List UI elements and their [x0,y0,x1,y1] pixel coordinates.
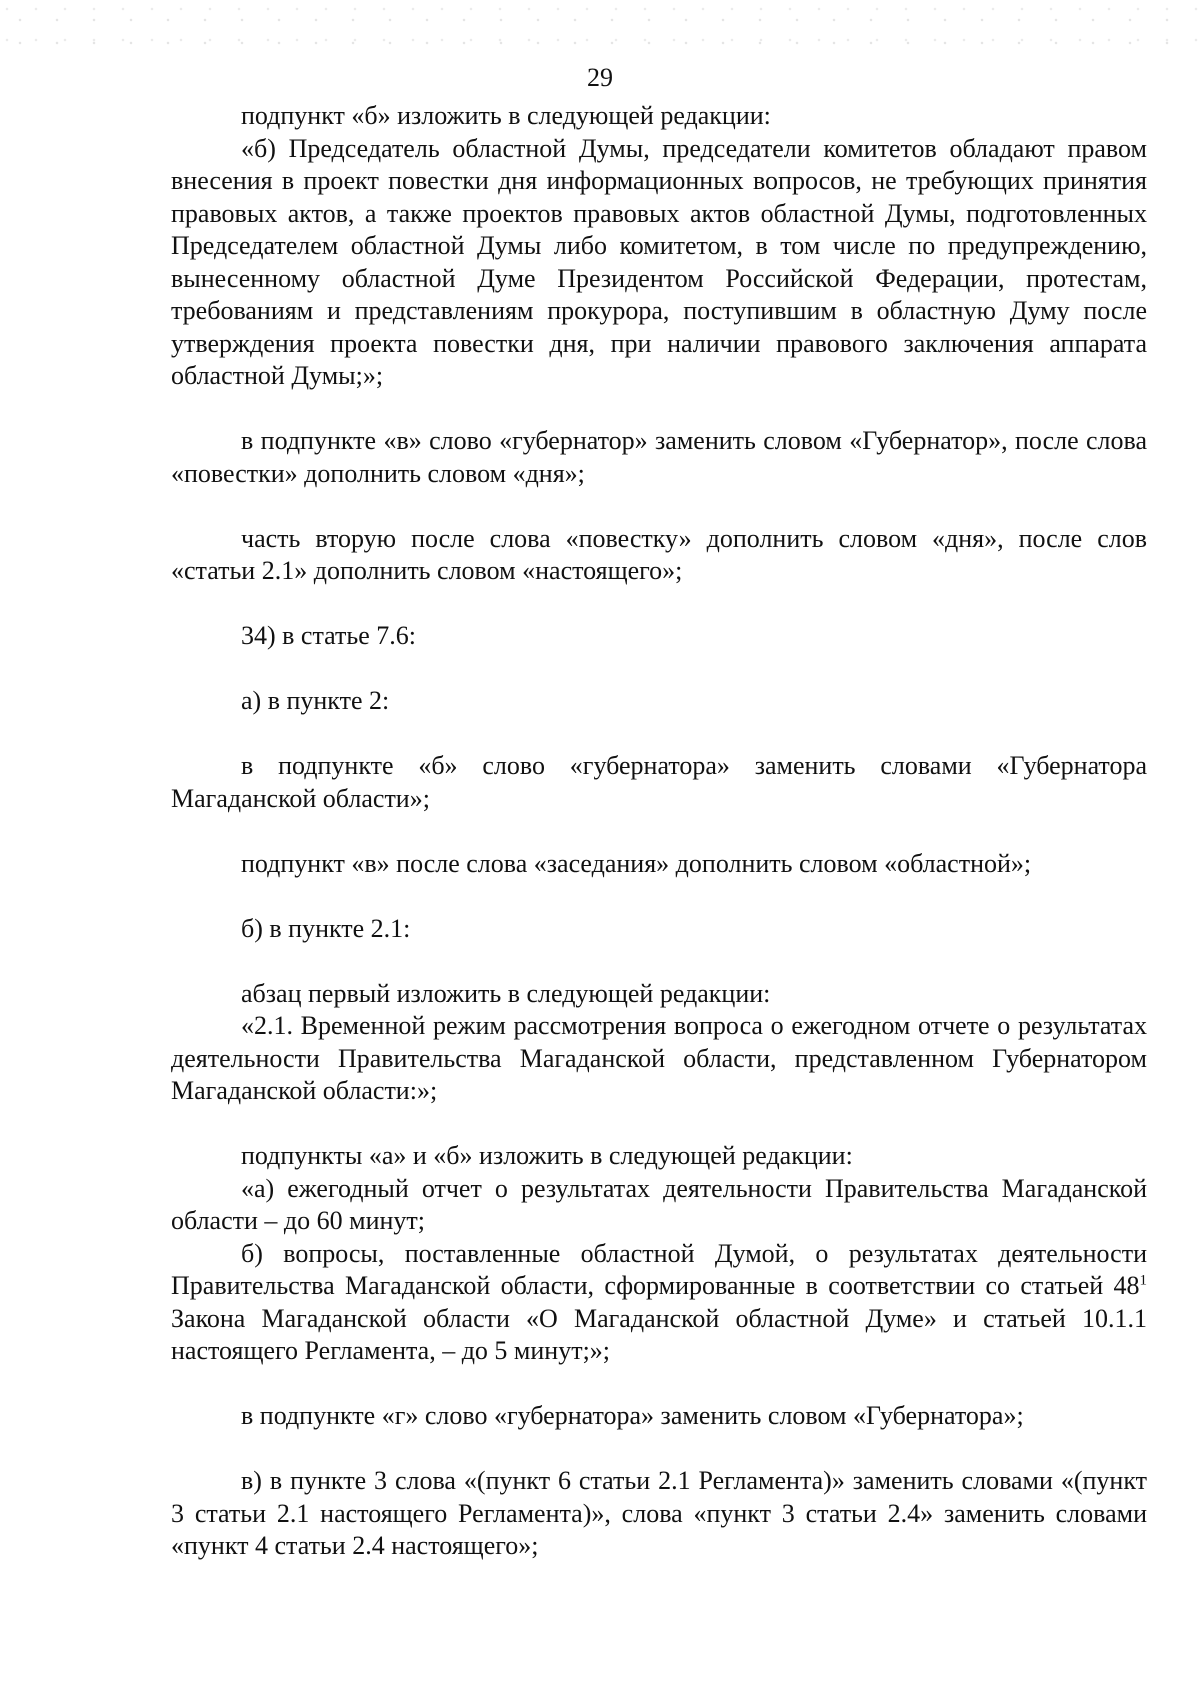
paragraph-10: абзац первый изложить в следующей редакции: [241,978,771,1008]
paragraph-12: подпункты «а» и «б» изложить в следующей редакции: [241,1141,853,1170]
paragraph-6: а) в пункте 2: [241,686,390,715]
paragraph-3: в подпункте «в» слово «губернатор» заменить словом «Губернатор», после слова «повестки» дополнить словом «дня»; [171,426,1147,488]
paragraph-14 [171,1238,1147,1368]
paragraph-11: «2.1. Временной режим рассмотрения вопроса о ежегодном отчете о результатах деятельности Правительства Магаданской области, представленном Губернатором Магаданской области:»; [171,1011,1147,1105]
scan-noise [0,0,1200,60]
paragraph-15: в подпункте «г» слово «губернатора» заменить словом «Губернатора»; [241,1401,1024,1430]
paragraph-13: «а) ежегодный отчет о результатах деятельности Правительства Магаданской области – до 60 минут; [171,1173,1147,1235]
paragraph-7: в подпункте «б» слово «губернатора» заменить словами «Губернатора Магаданской области»; [171,751,1147,813]
document-body [171,100,1147,1563]
paragraph-9: б) в пункте 2.1: [241,913,411,943]
superscript-number: 1 [1139,1272,1147,1289]
paragraph-8: подпункт «в» после слова «заседания» дополнить словом «областной»; [241,848,1032,878]
paragraph-1: подпункт «б» изложить в следующей редакции: [241,101,771,130]
page-number: 29 [587,63,613,92]
paragraph-2: «б) Председатель областной Думы, председатели комитетов обладают правом внесения в проект повестки дня информационных вопросов, не требующих принятия правовых актов, а также проектов правовых актов областной Думы, подготовленных Председателем областной Думы либо комитетом, в том числе по предупреждению, вынесенному областной Думе Президентом Российской Федерации, протестам, требованиям и представлениям прокурора, поступившим в областную Думу после утверждения проекта повестки дня, при наличии правового заключения аппарата областной Думы;»; [171,133,1147,390]
paragraph-5: 34) в статье 7.6: [241,621,417,650]
paragraph-4: часть вторую после слова «повестку» дополнить словом «дня», после слов «статьи 2.1» дополнить словом «настоящего»; [171,523,1147,585]
paragraph-16: в) в пункте 3 слова «(пункт 6 статьи 2.1 Регламента)» заменить словами «(пункт 3 статьи 2.1 настоящего Регламента)», слова «пункт 3 статьи 2.4» заменить словами «пункт 4 статьи 2.4 настоящего»; [171,1466,1147,1560]
paragraph-14-text-before: б) вопросы, поставленные областной Думой, о результатах деятельности Правительства Магаданской области, сформированные в соответствии со статьей 48 [171,1238,1147,1300]
paragraph-14-text-after: Закона Магаданской области «О Магаданской областной Думе» и статьей 10.1.1 настоящего Регламента, – до 5 минут;»; [171,1303,1147,1365]
